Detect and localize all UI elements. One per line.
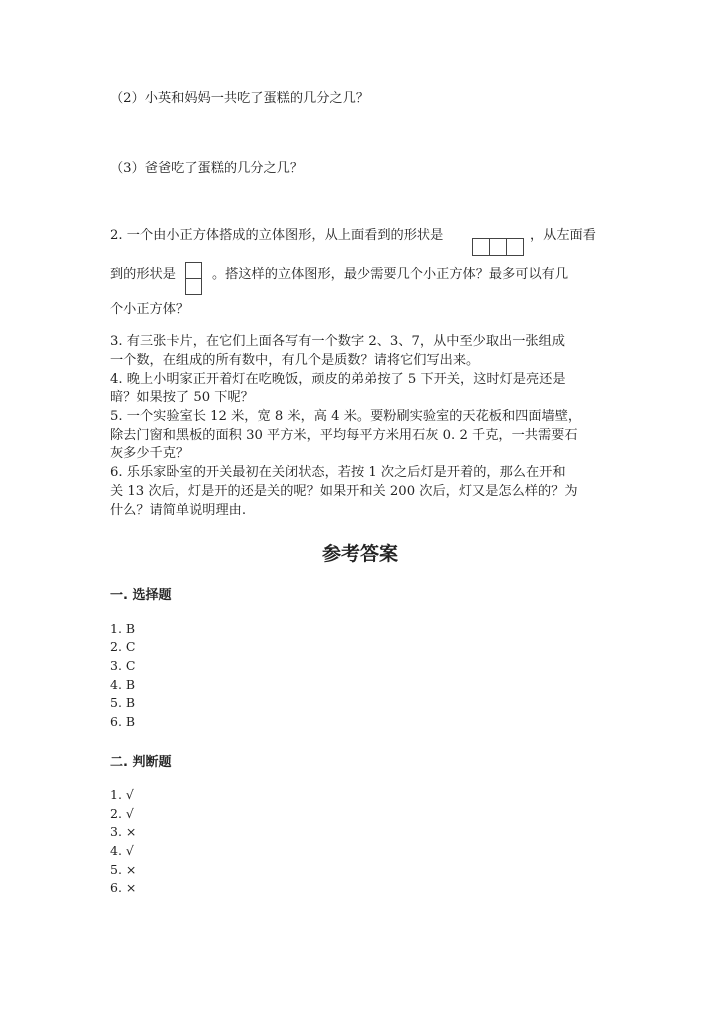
problem-4-line-1: 4. 晚上小明家正开着灯在吃晚饭，顽皮的弟弟按了 5 下开关，这时灯是亮还是 bbox=[110, 372, 566, 387]
top-view-square-3 bbox=[506, 238, 524, 256]
problem-6-line-1: 6. 乐乐家卧室的开关最初在关闭状态，若按 1 次之后灯是开着的，那么在开和 bbox=[110, 465, 566, 480]
left-view-square-2 bbox=[185, 278, 202, 295]
problem-3-line-2: 一个数，在组成的所有数中，有几个是质数？请将它们写出来。 bbox=[110, 353, 480, 368]
judge-answer-5: 5. × bbox=[110, 862, 137, 877]
problem-2-text-a: 2. 一个由小正方体搭成的立体图形，从上面看到的形状是 bbox=[110, 228, 444, 243]
problem-4-line-2: 暗？如果按了 50 下呢？ bbox=[110, 390, 254, 405]
problem-2-line-1 bbox=[110, 227, 443, 245]
problem-2-text-b: ，从左面看 bbox=[530, 228, 596, 243]
section-2-heading: 二. 判断题 bbox=[110, 755, 172, 770]
problem-2-text-e: 个小正方体？ bbox=[110, 302, 190, 317]
problem-3-line-1: 3. 有三张卡片，在它们上面各写有一个数字 2、3、7，从中至少取出一张组成 bbox=[110, 334, 565, 349]
sub-question-2: （2）小英和妈妈一共吃了蛋糕的几分之几？ bbox=[110, 91, 369, 106]
left-view-square-1 bbox=[185, 262, 202, 279]
problem-2-text-d: 。搭这样的立体图形，最少需要几个小正方体？最多可以有几 bbox=[212, 267, 569, 282]
top-view-square-2 bbox=[489, 238, 507, 256]
section-1-heading: 一. 选择题 bbox=[110, 588, 172, 603]
judge-answer-4: 4. √ bbox=[110, 843, 134, 858]
judge-answer-6: 6. × bbox=[110, 880, 137, 895]
answer-title: 参考答案 bbox=[321, 543, 398, 565]
choice-answer-3: 3. C bbox=[110, 658, 136, 673]
problem-5-line-3: 灰多少千克？ bbox=[110, 446, 190, 461]
sub-question-3: （3）爸爸吃了蛋糕的几分之几？ bbox=[110, 161, 304, 176]
problem-2-text-c: 到的形状是 bbox=[110, 267, 176, 282]
choice-answer-2: 2. C bbox=[110, 639, 136, 654]
top-view-square-1 bbox=[472, 238, 490, 256]
choice-answer-6: 6. B bbox=[110, 714, 136, 729]
judge-answer-1: 1. √ bbox=[110, 787, 134, 802]
choice-answer-1: 1. B bbox=[110, 621, 136, 636]
choice-answer-5: 5. B bbox=[110, 695, 136, 710]
choice-answer-4: 4. B bbox=[110, 677, 136, 692]
problem-6-line-3: 什么？请简单说明理由. bbox=[110, 503, 247, 518]
judge-answer-3: 3. × bbox=[110, 824, 137, 839]
judge-answer-2: 2. √ bbox=[110, 806, 134, 821]
problem-5-line-2: 除去门窗和黑板的面积 30 平方米，平均每平方米用石灰 0. 2 千克，一共需要石 bbox=[110, 428, 578, 443]
problem-6-line-2: 关 13 次后，灯是开的还是关的呢？如果开和关 200 次后，灯又是怎么样的？为 bbox=[110, 484, 578, 499]
problem-5-line-1: 5. 一个实验室长 12 米，宽 8 米，高 4 米。要粉刷实验室的天花板和四面墙壁， bbox=[110, 409, 582, 424]
